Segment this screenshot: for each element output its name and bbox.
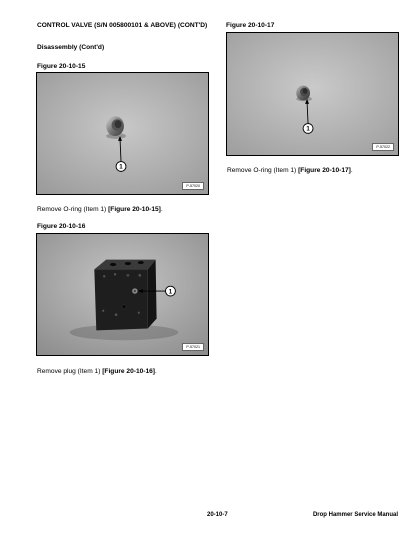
figure-15-label: Figure 20-10-15 [37,63,86,70]
figure-17-callout: 1 [306,125,310,133]
figure-15-photo [36,72,209,195]
figure-17-photo-code: P-57022 [372,143,394,151]
figure-15-callout: 1 [119,163,123,171]
figure-16-callout: 1 [168,288,173,296]
figure-17-reference: [Figure 20-10-17] [298,167,351,174]
figure-17-photo [226,32,399,156]
figure-15-caption: Remove O-ring (Item 1) [Figure 20-10-15]. [37,206,163,213]
figure-16-photo-code: P-57021 [182,343,204,351]
page-number: 20-10-7 [207,512,228,518]
section-title: CONTROL VALVE (S/N 005800101 & ABOVE) (CONT'D) [37,22,208,29]
o-ring-fitting-image [227,33,398,155]
figure-15-reference: [Figure 20-10-15] [108,206,161,213]
figure-15-photo-code: P-57020 [182,182,204,190]
manual-title: Drop Hammer Service Manual [312,512,398,518]
o-ring-fitting-image [37,73,208,194]
figure-17-label: Figure 20-10-17 [226,22,275,29]
valve-block-image [37,234,208,355]
figure-16-label: Figure 20-10-16 [37,223,86,230]
figure-17-caption: Remove O-ring (Item 1) [Figure 20-10-17]. [227,167,353,174]
figure-16-caption: Remove plug (Item 1) [Figure 20-10-16]. [37,368,157,375]
section-subtitle: Disassembly (Cont'd) [37,44,105,51]
figure-16-reference: [Figure 20-10-16] [102,368,156,375]
figure-16-photo [36,233,209,356]
